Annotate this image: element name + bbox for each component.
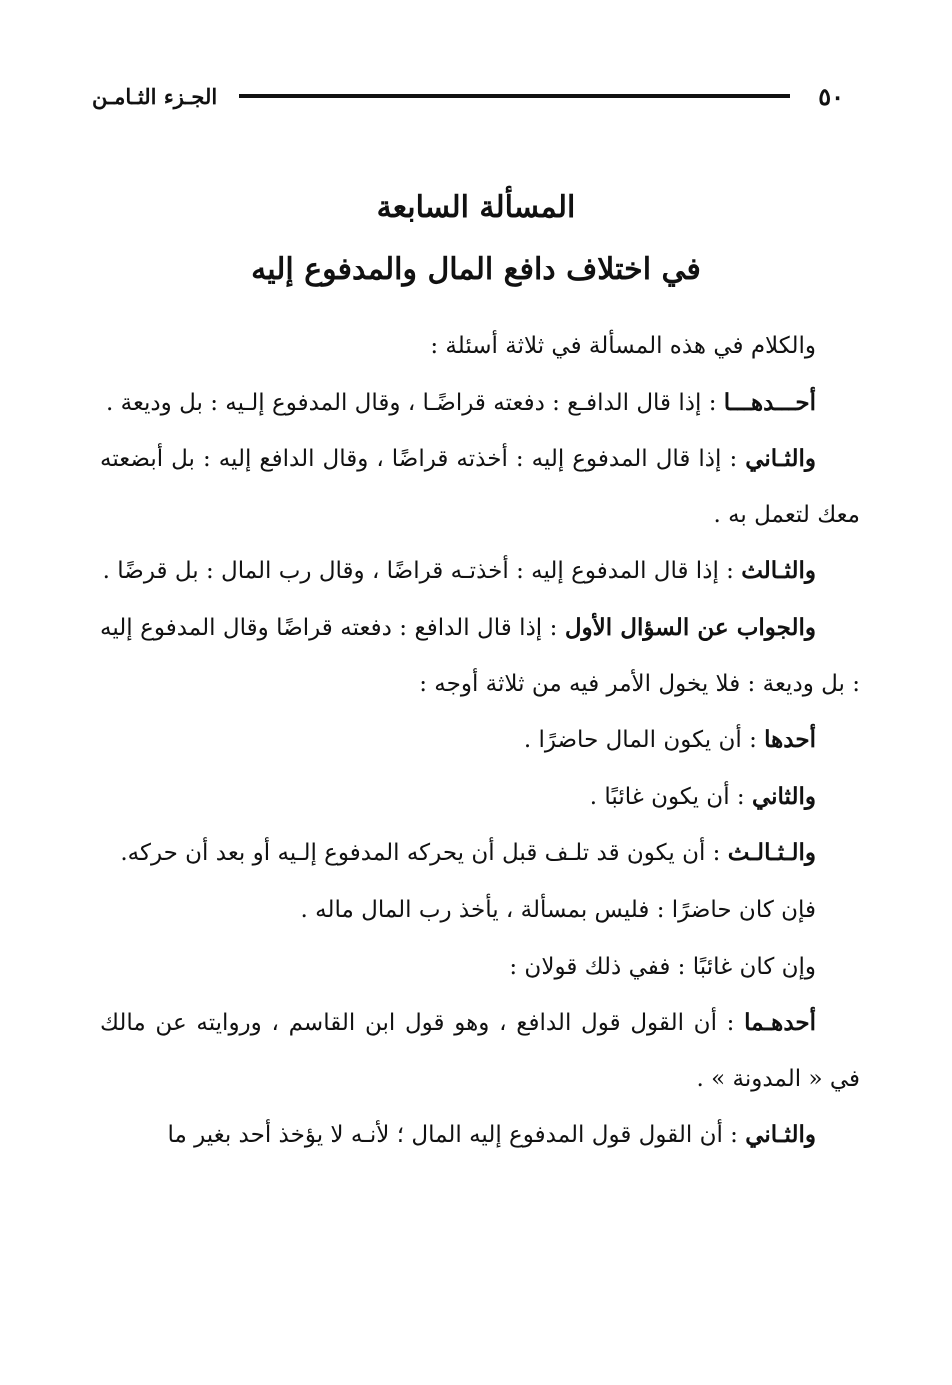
paragraph-lead: أحدها	[764, 726, 816, 754]
paragraph-lead: والثـاني	[745, 445, 816, 473]
paragraph-text: وإن كان غائبًا : ففي ذلك قولان :	[509, 953, 816, 980]
paragraph	[100, 995, 860, 1107]
page-number: ٥٠	[818, 81, 844, 111]
paragraph	[100, 375, 860, 432]
paragraph-text: : إذا قال المدفوع إليه : أخذته قراضًا ، وقال الدافع إليه : بل أبضعته معك لتعمل به .	[100, 446, 860, 528]
paragraph	[100, 882, 860, 939]
paragraph-text: : أن يكون المال حاضرًا .	[523, 727, 765, 754]
section-name: الجـزء الثـامـن	[92, 83, 218, 109]
paragraph-lead: والـثـالـث	[727, 839, 816, 867]
paragraph-text: : أن يكون غائبًا .	[589, 783, 752, 810]
paragraph	[100, 712, 860, 769]
paragraph	[100, 825, 860, 882]
paragraph	[100, 318, 860, 375]
paragraph	[100, 1107, 860, 1164]
paragraph-text: : إذا قال الدافـع : دفعته قراضًـا ، وقال المدفوع إلـيه : بل وديعة .	[105, 389, 724, 416]
paragraph	[100, 431, 860, 543]
paragraph-text: فإن كان حاضرًا : فليس بمسألة ، يأخذ رب المال ماله .	[300, 896, 816, 923]
paragraph-text: : أن القول قول الدافع ، وهو قول ابن القاسم ، وروايته عن مالك في « المدونة » .	[100, 1010, 860, 1092]
paragraph-text: : إذا قال المدفوع إليه : أخذتـه قراضًا ، وقال رب المال : بل قرضًا .	[102, 558, 742, 585]
paragraph-lead: أحـــدهـــا	[723, 388, 816, 416]
chapter-subtitle: في اختلاف دافع المال والمدفوع إليه	[251, 252, 701, 287]
paragraph-text: والكلام في هذه المسألة في ثلاثة أسئلة :	[430, 333, 816, 359]
paragraph-text: : أن القول قول المدفوع إليه المال ؛ لأنـه لا يؤخذ أحد بغير ما	[167, 1122, 746, 1149]
paragraph-text: : أن يكون قد تلـف قبل أن يحركه المدفوع إلـيه أو بعد أن حركه.	[120, 840, 728, 867]
paragraph-text: : إذا قال الدافع : دفعته قراضًا وقال المدفوع إليه : بل وديعة : فلا يخول الأمر فيه من ثلاثة أوجه :	[100, 614, 860, 697]
paragraph-lead: والثـالث	[741, 557, 816, 585]
paragraph	[100, 543, 860, 600]
paragraph-lead: والجواب عن السؤال الأول	[564, 613, 816, 641]
running-header	[92, 78, 844, 114]
header-rule	[239, 94, 790, 98]
body-text	[100, 318, 860, 1164]
paragraph-lead: والثـاني	[745, 1121, 816, 1149]
paragraph	[100, 600, 860, 712]
paragraph-lead: والثاني	[751, 782, 816, 810]
chapter-title: المسألة السابعة	[376, 190, 576, 225]
paragraph	[100, 769, 860, 826]
paragraph	[100, 939, 860, 996]
paragraph-lead: أحدهـما	[744, 1009, 816, 1037]
